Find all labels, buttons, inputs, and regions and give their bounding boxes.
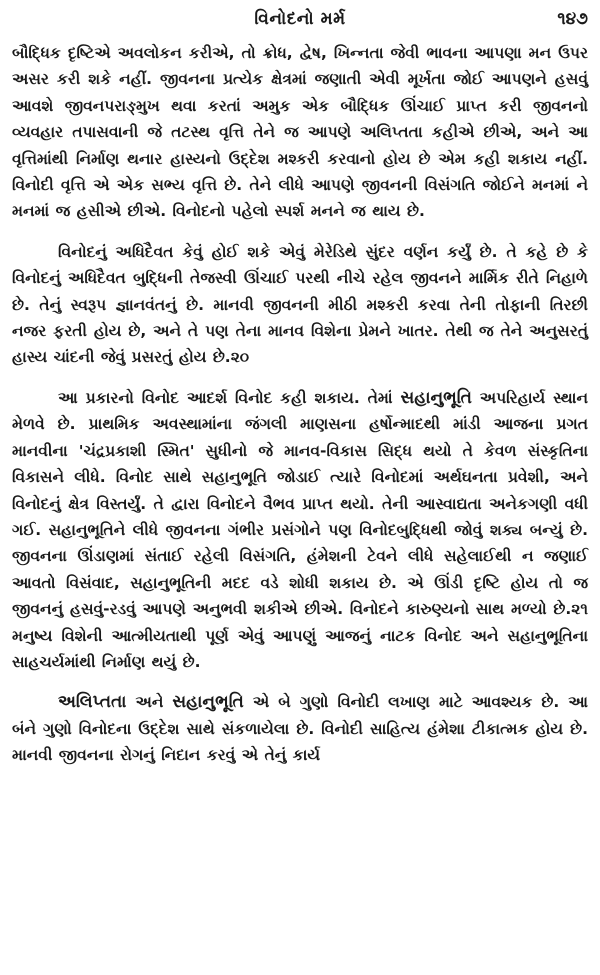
paragraph-text: અપરિહાર્ય સ્થાન મેળવે છે. પ્રાથમિક અવસ્થામાંના જંગલી માણસના હર્ષોન્માદથી માંડી આજના પ્રગત માનવીના 'ચંદ્રપ્રકાશી સ્મિત' સુધીનો જે માનવ-વિકાસ સિદ્ધ થયો તે કેવળ સંસ્કૃતિના વિકાસને લીધે. વિનોદ સાથે સહાનુભૂતિ જોડાઈ ત્યારે વિનોદમાં અર્થઘનતા પ્રવેશી, અને વિનોદનું ક્ષેત્ર વિસ્તર્યું. તે દ્વારા વિનોદને વૈભવ પ્રાપ્ત થયો. તેની આસ્વાદ્યતા અનેકગણી વધી ગઈ. સહાનુભૂતિને લીધે જીવનના ગંભીર પ્રસંગોને પણ વિનોદબુદ્ધિથી જોવું શક્ય બન્યું છે. જીવનના ઊંડાણમાં સંતાઈ રહેલી વિસંગતિ, હંમેશની ટેવને લીધે સહેલાઈથી ન જણાઈ આવતો વિસંવાદ, સહાનુભૂતિની મદદ વડે શોધી શકાય છે. એ ઊંડી દૃષ્ટિ હોય તો જ જીવનનું હસવું-રડવું આપણે અનુભવી શકીએ છીએ. વિનોદને કારુણ્યનો સાથ મળ્યો છે.૨૧ મનુષ્ય વિશેની આત્મીયતાથી પૂર્ણ એવું આપણું આજનું નાટક વિનોદ અને સહાનુભૂતિના સાહચર્યમાંથી નિર્માણ થયું છે.: [12, 388, 588, 671]
running-title: વિનોદનો મર્મ: [254, 9, 346, 29]
paragraph-text: એ બે ગુણો વિનોદી લખાણ માટે આવશ્યક છે. આ બંને ગુણો વિનોદના ઉદ્દેશ સાથે સંકળાયેલા છે. વિનોદી સાહિત્ય હંમેશા ટીકાત્મક હોય છે. માનવી જીવનના રોગનું નિદાન કરવું એ તેનું કાર્ય: [12, 693, 588, 765]
emphasis-aliptata: અલિપ્તતા: [58, 692, 127, 713]
paragraph-1: [12, 40, 588, 225]
paragraph-text: આ પ્રકારનો વિનોદ આદર્શ વિનોદ કહી શકાય. તેમાં: [58, 388, 401, 407]
paragraph-4: [12, 689, 588, 768]
paragraph-2: [12, 239, 588, 371]
paragraph-text: બૌદ્ધિક દૃષ્ટિએ અવલોકન કરીએ, તો ક્રોધ, દ્વેષ, ખિન્નતા જેવી ભાવના આપણા મન ઉપર અસર કરી શકે નહીં. જીવનના પ્રત્યેક ક્ષેત્રમાં જણાતી એવી મૂર્ખતા જોઈ આપણને હસવું આવશે જીવનપરાઙ્મુખ થવા કરતાં અમુક એક બૌદ્ધિક ઊંચાઈ પ્રાપ્ત કરી જીવનનો વ્યવહાર તપાસવાની જે તટસ્થ વૃત્તિ તેને જ આપણે અલિપ્તતા કહીએ છીએ, અને આ વૃત્તિમાંથી નિર્માણ થનાર હાસ્યનો ઉદ્દેશ મશ્કરી કરવાનો હોય છે એમ કહી શકાય નહીં. વિનોદી વૃત્તિ એ એક સભ્ય વૃત્તિ છે. તેને લીધે આપણે જીવનની વિસંગતિ જોઈને મનમાં ને મનમાં જ હસીએ છીએ. વિનોદનો પહેલો સ્પર્શ મનને જ થાય છે.: [12, 44, 588, 221]
paragraph-text: વિનોદનું અધિદૈવત કેવું હોઈ શકે એવું મેરેડિથે સુંદર વર્ણન કર્યું છે. તે કહે છે કે વિનોદનું અધિદૈવત બુદ્ધિની તેજસ્વી ઊંચાઈ પરથી નીચે રહેલ જીવનને માર્મિક રીતે નિહાળે છે. તેનું સ્વરૂપ જ્ઞાનવંતનું છે. માનવી જીવનની મીઠી મશ્કરી કરવા તેની તોફાની તિરછી નજર ફરતી હોય છે, અને તે પણ તેના માનવ વિશેના પ્રેમને ખાતર. તેથી જ તેને અનુસરતું હાસ્ય ચાંદની જેવું પ્રસરતું હોય છે.૨૦: [12, 242, 588, 367]
page-number: ૧૪૭: [557, 9, 588, 29]
body-text: [12, 40, 588, 769]
paragraph-text: અને: [126, 693, 173, 712]
running-header: [0, 6, 600, 32]
paragraph-3: [12, 385, 588, 675]
emphasis-sahanubhuti: સહાનુભૂતિ: [400, 387, 472, 408]
emphasis-sahanubhuti: સહાનુભૂતિ: [172, 692, 244, 713]
